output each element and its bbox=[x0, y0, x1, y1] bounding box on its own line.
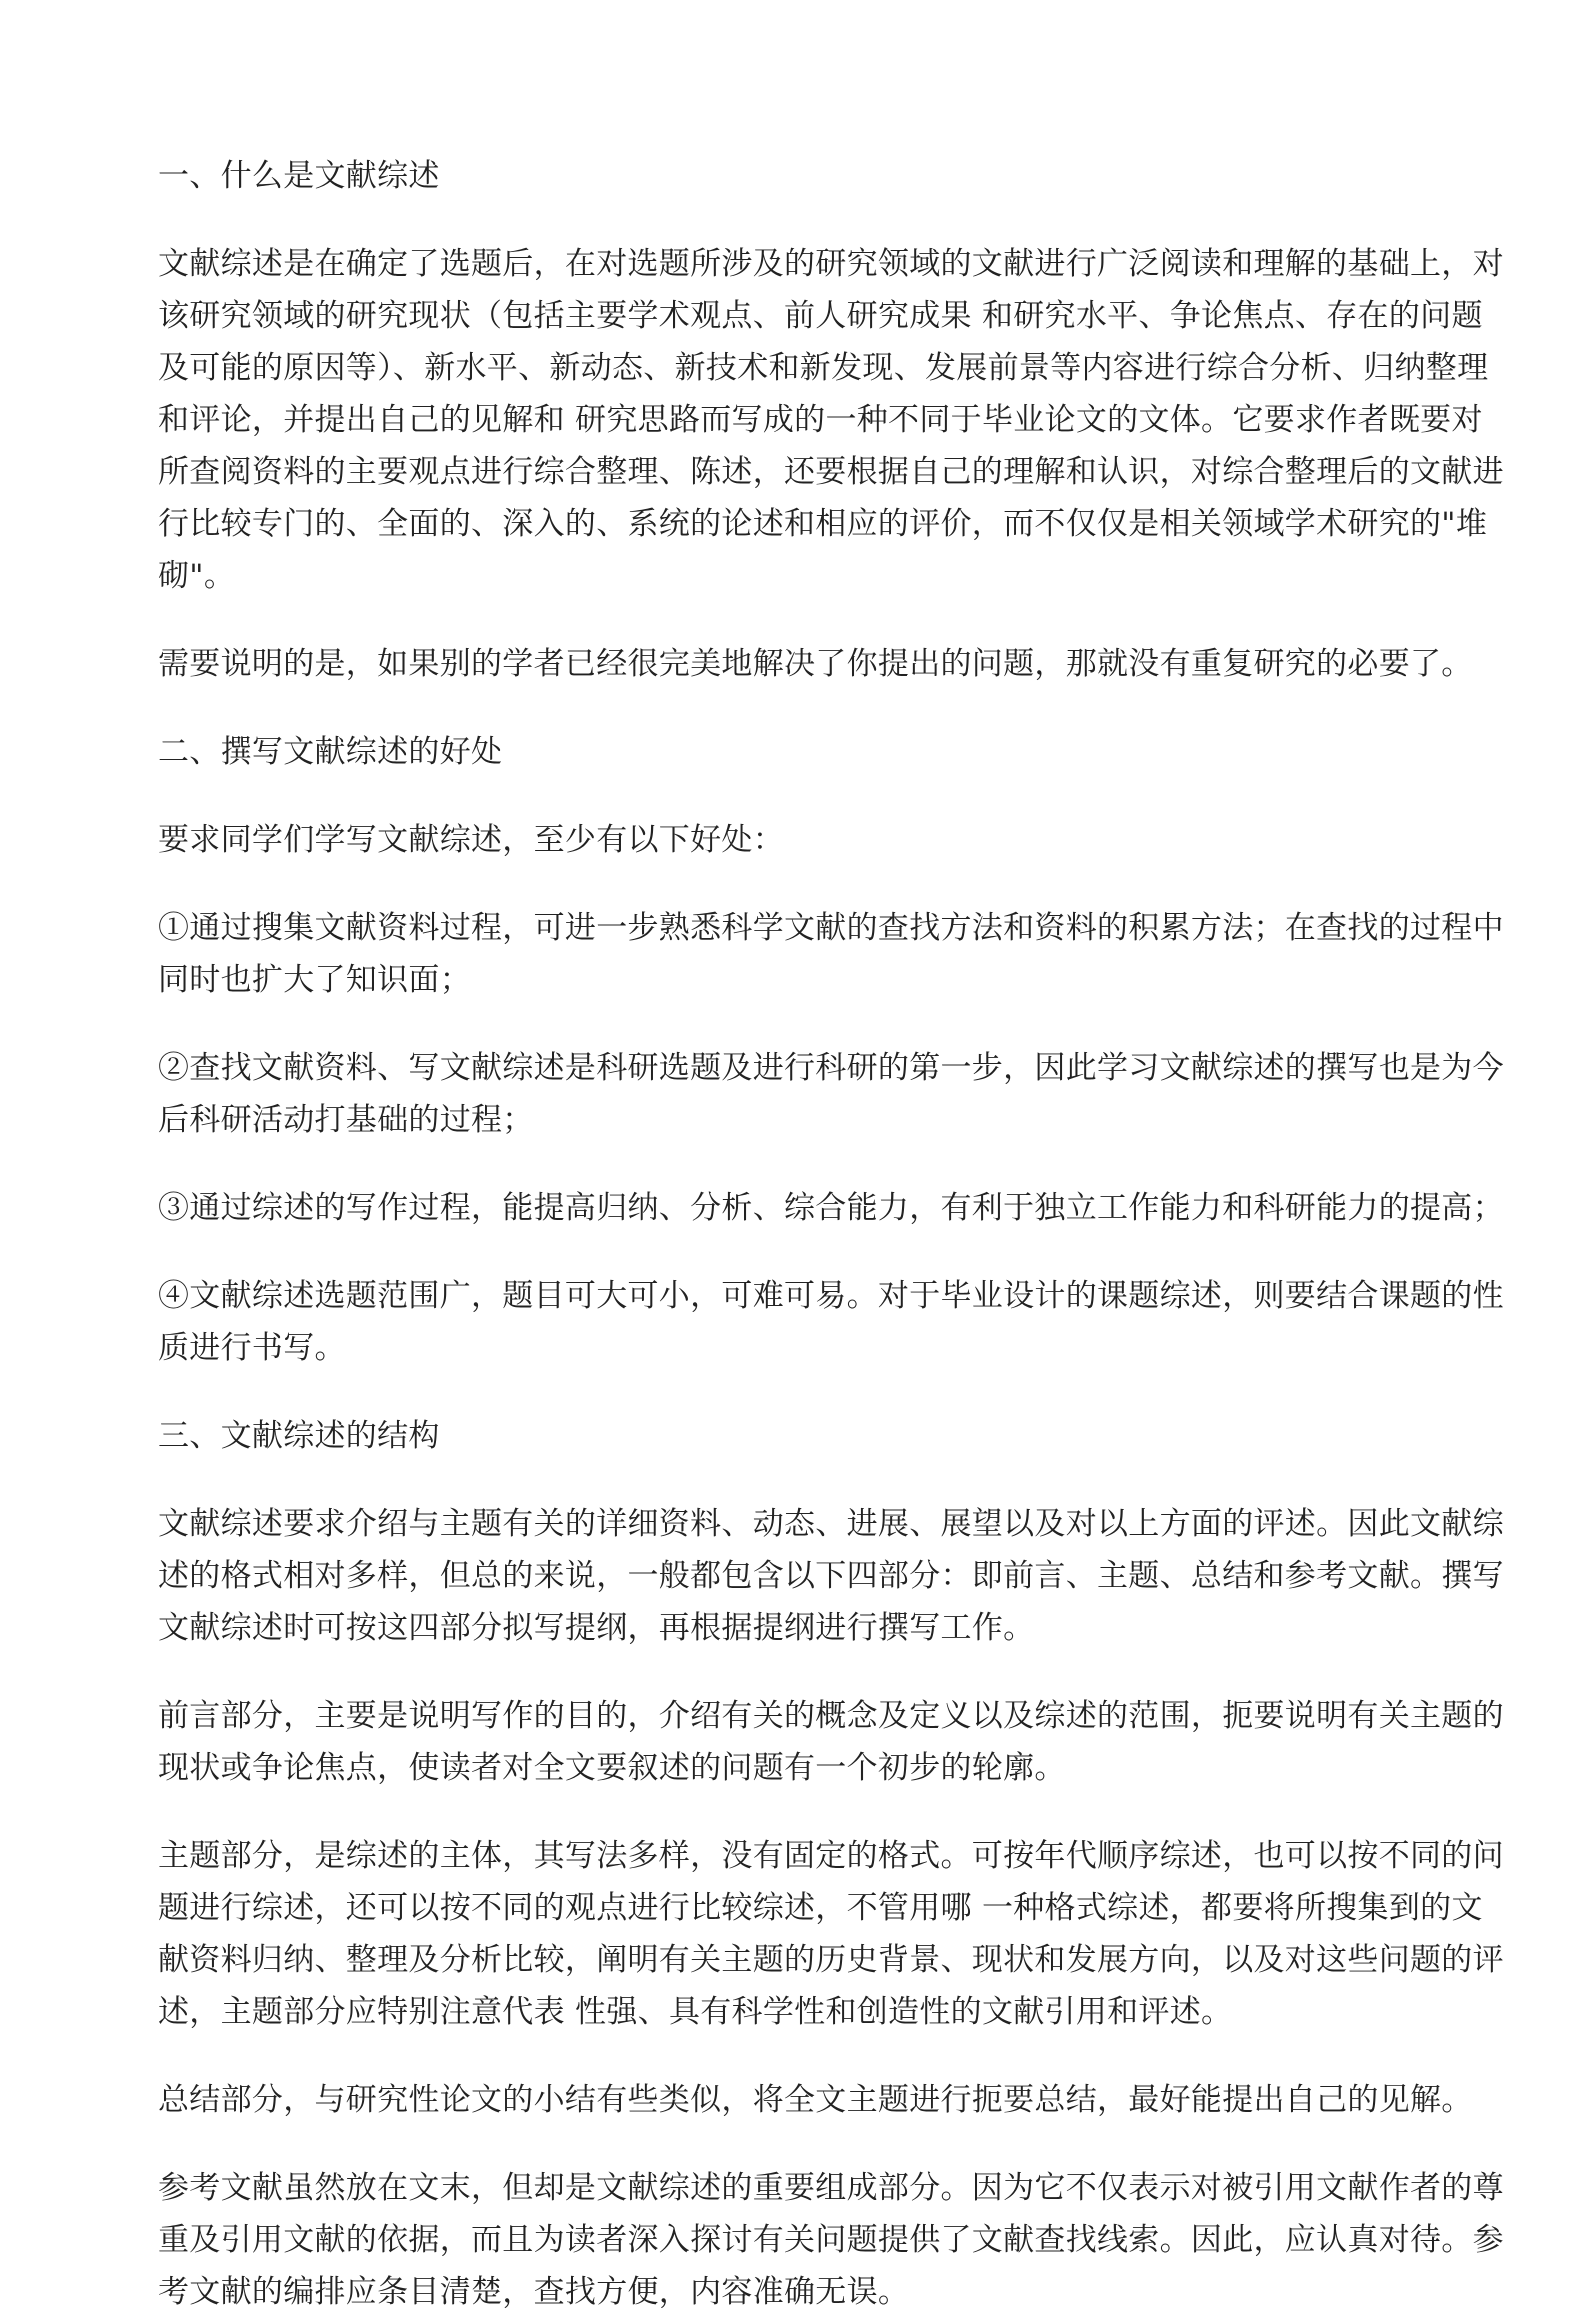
paragraph-definition: 文献综述是在确定了选题后，在对选题所涉及的研究领域的文献进行广泛阅读和理解的基础上，对该研究领域的研究现状（包括主要学术观点、前人研究成果 和研究水平、争论焦点、存在的问题及可能的原因等）、新水平、新动态、新技术和新发现、发展前景等内容进行综合分析、归纳整理和评论，并提出自己的见解和 研究思路而写成的一种不同于毕业论文的文体。它要求作者既要对所查阅资料的主要观点进行综合整理、陈述，还要根据自己的理解和认识，对综合整理后的文献进行比较专门的、全面的、深入的、系统的论述和相应的评价，而不仅仅是相关领域学术研究的"堆砌"。 bbox=[158, 246, 1504, 594]
paragraph-benefits-intro: 要求同学们学写文献综述，至少有以下好处： bbox=[158, 822, 784, 858]
paragraph-references: 参考文献虽然放在文末，但却是文献综述的重要组成部分。因为它不仅表示对被引用文献作者的尊重及引用文献的依据，而且为读者深入探讨有关问题提供了文献查找线索。因此，应认真对待。参考文献的编排应条目清楚，查找方便，内容准确无误。 bbox=[158, 2170, 1504, 2310]
section-heading-benefits: 二、撰写文献综述的好处 bbox=[158, 734, 503, 770]
section-heading-structure: 三、文献综述的结构 bbox=[158, 1418, 440, 1454]
list-item-benefit-2: ②查找文献资料、写文献综述是科研选题及进行科研的第一步，因此学习文献综述的撰写也是为今后科研活动打基础的过程； bbox=[158, 1050, 1504, 1138]
paragraph-structure-overview: 文献综述要求介绍与主题有关的详细资料、动态、进展、展望以及对以上方面的评述。因此文献综述的格式相对多样，但总的来说，一般都包含以下四部分：即前言、主题、总结和参考文献。撰写文献综述时可按这四部分拟写提纲，再根据提纲进行撰写工作。 bbox=[158, 1506, 1504, 1646]
paragraph-summary: 总结部分，与研究性论文的小结有些类似，将全文主题进行扼要总结，最好能提出自己的见解。 bbox=[158, 2082, 1473, 2118]
list-item-benefit-3: ③通过综述的写作过程，能提高归纳、分析、综合能力，有利于独立工作能力和科研能力的提高； bbox=[158, 1190, 1504, 1226]
paragraph-main-body: 主题部分，是综述的主体，其写法多样，没有固定的格式。可按年代顺序综述，也可以按不同的问题进行综述，还可以按不同的观点进行比较综述，不管用哪 一种格式综述，都要将所搜集到的文献资料归纳、整理及分析比较，阐明有关主题的历史背景、现状和发展方向，以及对这些问题的评述，主题部分应特别注意代表 性强、具有科学性和创造性的文献引用和评述。 bbox=[158, 1838, 1504, 2030]
list-item-benefit-1: ①通过搜集文献资料过程，可进一步熟悉科学文献的查找方法和资料的积累方法；在查找的过程中同时也扩大了知识面； bbox=[158, 910, 1504, 998]
section-heading-what-is-review: 一、什么是文献综述 bbox=[158, 158, 440, 194]
paragraph-note: 需要说明的是，如果别的学者已经很完美地解决了你提出的问题，那就没有重复研究的必要了。 bbox=[158, 646, 1473, 682]
paragraph-preface: 前言部分，主要是说明写作的目的，介绍有关的概念及定义以及综述的范围，扼要说明有关主题的现状或争论焦点，使读者对全文要叙述的问题有一个初步的轮廓。 bbox=[158, 1698, 1504, 1786]
document-page bbox=[158, 150, 1508, 2318]
list-item-benefit-4: ④文献综述选题范围广，题目可大可小，可难可易。对于毕业设计的课题综述，则要结合课题的性质进行书写。 bbox=[158, 1278, 1504, 1366]
